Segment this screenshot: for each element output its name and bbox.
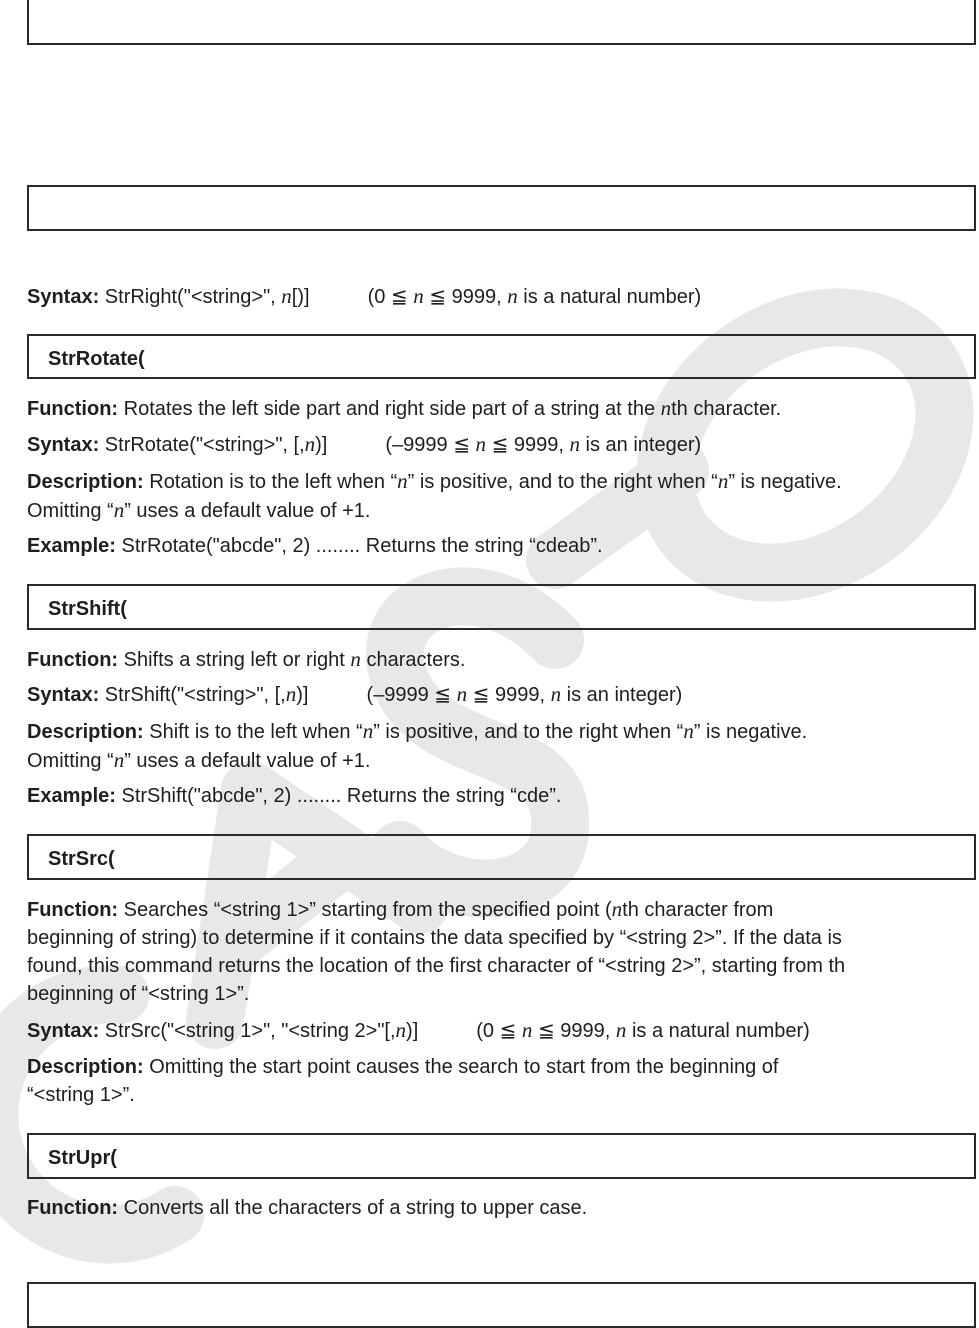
function-text: th character from [622, 899, 774, 921]
description-text: Omitting “ [27, 750, 114, 772]
description-text: Omitting the start point causes the search to start from the beginning of [143, 1056, 779, 1078]
strsrc-function [27, 895, 972, 924]
example-text: StrShift("abcde", 2) ........ Returns the string “cde”. [115, 785, 562, 807]
description-text: Omitting “ [27, 500, 114, 522]
range-text: is a natural number) [517, 286, 702, 308]
example-text: StrRotate("abcde", 2) ........ Returns the string “cdeab”. [115, 535, 603, 557]
description-label: Description: [27, 1056, 144, 1078]
variable-n: n [456, 682, 468, 706]
syntax-label: Syntax: [27, 1020, 100, 1042]
variable-n: n [660, 396, 672, 420]
command-name: StrSrc( [48, 848, 115, 870]
description-text: ” is positive, and to the right when “ [407, 471, 718, 493]
example-label: Example: [27, 535, 116, 557]
function-text: Converts all the characters of a string to upper case. [118, 1197, 588, 1219]
function-text: characters. [360, 649, 466, 671]
command-name: StrRotate( [48, 348, 145, 370]
range-text: (0 ≦ [367, 286, 414, 308]
strrotate-syntax [27, 430, 972, 459]
range-text: is an integer) [580, 434, 702, 456]
variable-n: n [304, 432, 316, 456]
syntax-text: StrShift("<string>", [, [99, 684, 286, 706]
variable-n: n [550, 682, 562, 706]
command-box-blank-bottom [27, 1282, 976, 1328]
command-box-strrotate [27, 334, 976, 379]
description-label: Description: [27, 471, 144, 493]
strshift-description [27, 717, 972, 746]
syntax-label: Syntax: [27, 286, 100, 308]
variable-n: n [475, 432, 487, 456]
syntax-text: )] [315, 434, 328, 456]
command-name: StrUpr( [48, 1147, 117, 1169]
variable-n: n [113, 498, 125, 522]
syntax-text: StrRotate("<string>", [, [99, 434, 305, 456]
command-box-strsrc [27, 834, 976, 880]
function-label: Function: [27, 899, 119, 921]
range-text: ≦ 9999, [423, 286, 508, 308]
range-text: ≦ 9999, [486, 434, 570, 456]
function-label: Function: [27, 649, 119, 671]
variable-n: n [350, 647, 361, 671]
function-text: found, this command returns the location of the first character of “<string 2>”, starting from th [27, 955, 846, 977]
function-text: Shifts a string left or right [118, 649, 351, 671]
description-text: ” is positive, and to the right when “ [373, 721, 684, 743]
strrotate-description [27, 467, 972, 496]
description-text: ” uses a default value of +1. [124, 750, 371, 772]
syntax-text: StrRight("<string>", [99, 286, 282, 308]
range-text: (–9999 ≦ [366, 684, 457, 706]
strsrc-description-line2 [27, 1081, 972, 1109]
strsrc-function-line3 [27, 952, 979, 980]
range-text: is an integer) [561, 684, 683, 706]
variable-n: n [521, 1018, 533, 1042]
description-text: Shift is to the left when “ [143, 721, 363, 743]
variable-n: n [285, 682, 297, 706]
function-text: beginning of string) to determine if it contains the data specified by “<string 2>”. If the data is [27, 927, 842, 949]
description-text: ” is negative. [728, 471, 842, 493]
variable-n: n [615, 1018, 627, 1042]
syntax-label: Syntax: [27, 684, 100, 706]
example-label: Example: [27, 785, 116, 807]
description-text: ” uses a default value of +1. [124, 500, 371, 522]
range-text: (–9999 ≦ [385, 434, 476, 456]
strshift-function [27, 645, 972, 674]
command-box-blank-strright [27, 185, 976, 231]
function-text: Searches “<string 1>” starting from the specified point ( [118, 899, 612, 921]
range-text: is a natural number) [626, 1020, 810, 1042]
variable-n: n [611, 897, 623, 921]
function-text: beginning of “<string 1>”. [27, 983, 250, 1005]
strrotate-example [27, 532, 972, 560]
syntax-text: [)] [291, 286, 310, 308]
description-text: ” is negative. [693, 721, 808, 743]
range-text: ≦ 9999, [467, 684, 551, 706]
command-box-blank-top [27, 0, 976, 45]
strsrc-function-line4 [27, 980, 972, 1008]
description-text: “<string 1>”. [27, 1084, 135, 1106]
syntax-text: )] [296, 684, 309, 706]
strrotate-description-line2 [27, 496, 972, 525]
strsrc-syntax [27, 1016, 972, 1045]
variable-n: n [281, 284, 292, 308]
syntax-text: StrSrc("<string 1>", "<string 2>"[, [99, 1020, 396, 1042]
variable-n: n [397, 469, 408, 493]
description-label: Description: [27, 721, 144, 743]
range-text: ≦ 9999, [532, 1020, 616, 1042]
strsrc-function-line2 [27, 924, 972, 952]
range-text: (0 ≦ [476, 1020, 522, 1042]
variable-n: n [569, 432, 580, 456]
command-box-strupr [27, 1133, 976, 1179]
strshift-example [27, 782, 972, 810]
strright-syntax [27, 282, 972, 311]
variable-n: n [113, 748, 125, 772]
function-text: th character. [671, 398, 782, 420]
variable-n: n [717, 469, 729, 493]
variable-n: n [362, 719, 374, 743]
variable-n: n [507, 284, 518, 308]
command-name: StrShift( [48, 598, 127, 620]
strupr-function [27, 1194, 972, 1222]
variable-n: n [683, 719, 694, 743]
command-box-strshift [27, 584, 976, 630]
strrotate-function [27, 394, 972, 423]
description-text: Rotation is to the left when “ [143, 471, 398, 493]
variable-n: n [395, 1018, 407, 1042]
function-text: Rotates the left side part and right side part of a string at the [118, 398, 661, 420]
variable-n: n [413, 284, 424, 308]
function-label: Function: [27, 398, 119, 420]
strshift-syntax [27, 680, 972, 709]
syntax-text: )] [406, 1020, 419, 1042]
syntax-label: Syntax: [27, 434, 100, 456]
strshift-description-line2 [27, 746, 972, 775]
function-label: Function: [27, 1197, 119, 1219]
strsrc-description [27, 1053, 972, 1081]
